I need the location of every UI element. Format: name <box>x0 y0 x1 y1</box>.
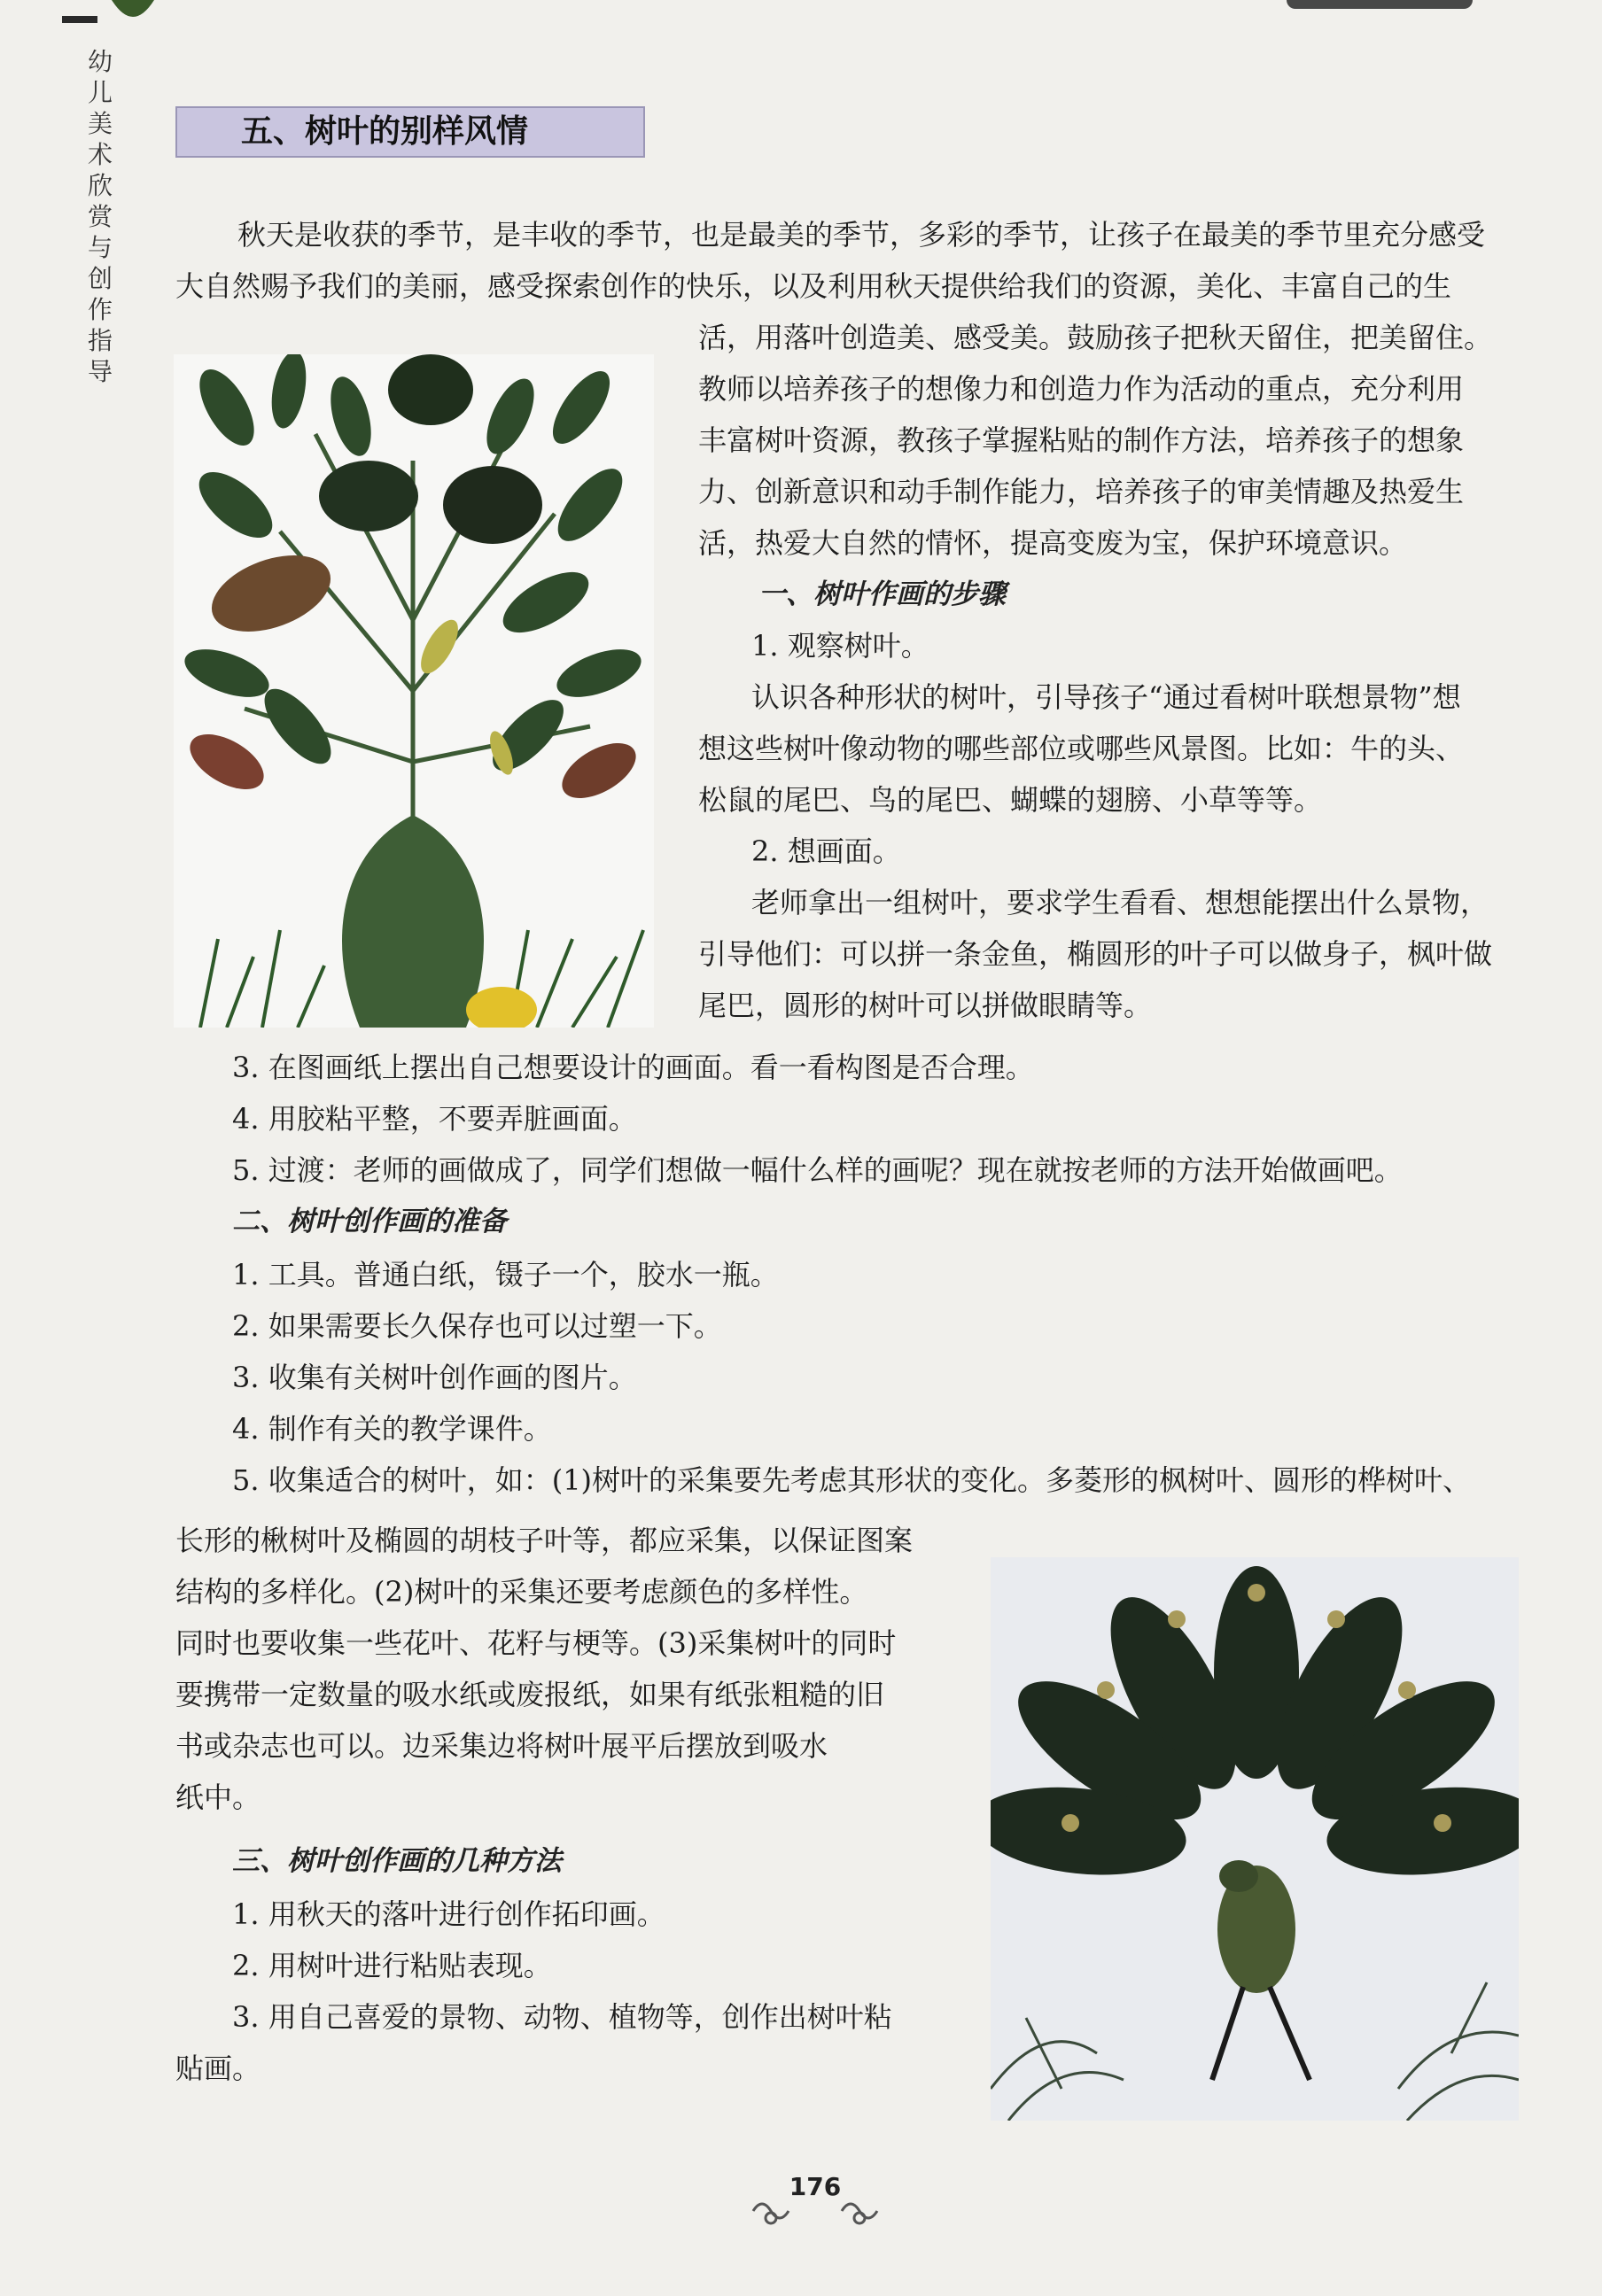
side-title-char: 术 <box>87 140 113 169</box>
side-title-char: 指 <box>87 326 113 355</box>
sec1-full-line-2: 4. 用胶粘平整，不要弄脏画面。 <box>232 1102 637 1136</box>
page-number-area <box>744 2172 886 2234</box>
sec1-full-line-1: 3. 在图画纸上摆出自己想要设计的画面。看一看构图是否合理。 <box>232 1051 1034 1084</box>
side-title-char: 导 <box>87 357 113 386</box>
sec2-wrap-line-6: 纸中。 <box>175 1780 261 1814</box>
intro-line-4: 教师以培养孩子的想像力和创造力作为活动的重点，充分利用 <box>698 372 1465 406</box>
sec1-full-line-3: 5. 过渡：老师的画做成了，同学们想做一幅什么样的画呢？现在就按老师的方法开始做画吧。 <box>232 1153 1403 1187</box>
leaf-vase-collage-photo <box>174 354 654 1028</box>
sec1-line-4: 松鼠的尾巴、鸟的尾巴、蝴蝶的翅膀、小草等等。 <box>698 783 1323 817</box>
sec2-line-5: 5. 收集适合的树叶，如：(1)树叶的采集要先考虑其形状的变化。多菱形的枫树叶、圆形的桦树叶、 <box>232 1463 1472 1497</box>
sec3-line-4: 贴画。 <box>175 2052 261 2085</box>
sec1-line-3: 想这些树叶像动物的哪些部位或哪些风景图。比如：牛的头、 <box>698 732 1465 765</box>
corner-ornament <box>62 0 159 37</box>
sec2-line-4: 4. 制作有关的教学课件。 <box>232 1412 552 1446</box>
header-decoration-bar <box>1287 0 1473 9</box>
section-heading: 五、树叶的别样风情 <box>175 106 645 158</box>
side-title-char: 与 <box>87 233 113 262</box>
sec2-wrap-line-4: 要携带一定数量的吸水纸或废报纸，如果有纸张粗糙的旧 <box>175 1678 885 1711</box>
sec2-wrap-line-3: 同时也要收集一些花叶、花籽与梗等。(3)采集树叶的同时 <box>175 1626 897 1660</box>
intro-line-6: 力、创新意识和动手制作能力，培养孩子的审美情趣及热爱生 <box>698 475 1465 508</box>
sec2-line-1: 1. 工具。普通白纸，镊子一个，胶水一瓶。 <box>232 1258 779 1292</box>
side-title-char: 幼 <box>87 47 113 76</box>
sec1-line-2: 认识各种形状的树叶，引导孩子“通过看树叶联想景物”想 <box>751 680 1461 714</box>
side-title-char: 作 <box>87 295 113 324</box>
sec1-heading: 一、树叶作画的步骤 <box>758 578 1006 610</box>
sec2-line-2: 2. 如果需要长久保存也可以过塑一下。 <box>232 1309 722 1343</box>
sec2-wrap-line-2: 结构的多样化。(2)树叶的采集还要考虑颜色的多样性。 <box>175 1575 868 1609</box>
sec1-line-7: 引导他们：可以拼一条金鱼，椭圆形的叶子可以做身子，枫叶做 <box>698 937 1493 971</box>
intro-line-1: 秋天是收获的季节，是丰收的季节，也是最美的季节，多彩的季节，让孩子在最美的季节里充分感受 <box>237 218 1486 252</box>
side-book-title <box>78 46 122 387</box>
side-title-char: 创 <box>87 264 113 293</box>
sec1-line-8: 尾巴，圆形的树叶可以拼做眼睛等。 <box>698 989 1153 1022</box>
sec2-heading: 二、树叶创作画的准备 <box>232 1206 507 1237</box>
sec2-wrap-line-5: 书或杂志也可以。边采集边将树叶展平后摆放到吸水 <box>175 1729 828 1763</box>
side-title-char: 美 <box>87 109 113 138</box>
sec1-line-5: 2. 想画面。 <box>751 834 901 868</box>
side-title-char: 欣 <box>87 171 113 200</box>
side-title-char: 赏 <box>87 202 113 231</box>
sec1-line-6: 老师拿出一组树叶，要求学生看看、想想能摆出什么景物， <box>751 886 1489 919</box>
sec2-wrap-line-1: 长形的楸树叶及椭圆的胡枝子叶等，都应采集，以保证图案 <box>175 1524 914 1557</box>
sec3-heading: 三、树叶创作画的几种方法 <box>232 1845 562 1877</box>
side-title-char: 儿 <box>87 78 113 107</box>
leaf-bird-collage-photo <box>991 1557 1519 2121</box>
page-number: 176 <box>789 2172 842 2201</box>
intro-line-7: 活，热爱大自然的情怀，提高变废为宝，保护环境意识。 <box>698 526 1408 560</box>
intro-line-2: 大自然赐予我们的美丽，感受探索创作的快乐，以及利用秋天提供给我们的资源，美化、丰富自己的生 <box>175 269 1452 303</box>
sec3-line-2: 2. 用树叶进行粘贴表现。 <box>232 1949 552 1982</box>
sec3-line-1: 1. 用秋天的落叶进行创作拓印画。 <box>232 1897 665 1931</box>
sec2-line-3: 3. 收集有关树叶创作画的图片。 <box>232 1361 637 1394</box>
intro-line-3: 活，用落叶创造美、感受美。鼓励孩子把秋天留住，把美留住。 <box>698 321 1493 354</box>
sec3-line-3: 3. 用自己喜爱的景物、动物、植物等，创作出树叶粘 <box>232 2000 892 2034</box>
sec1-line-1: 1. 观察树叶。 <box>751 629 929 663</box>
intro-line-5: 丰富树叶资源，教孩子掌握粘贴的制作方法，培养孩子的想象 <box>698 423 1465 457</box>
